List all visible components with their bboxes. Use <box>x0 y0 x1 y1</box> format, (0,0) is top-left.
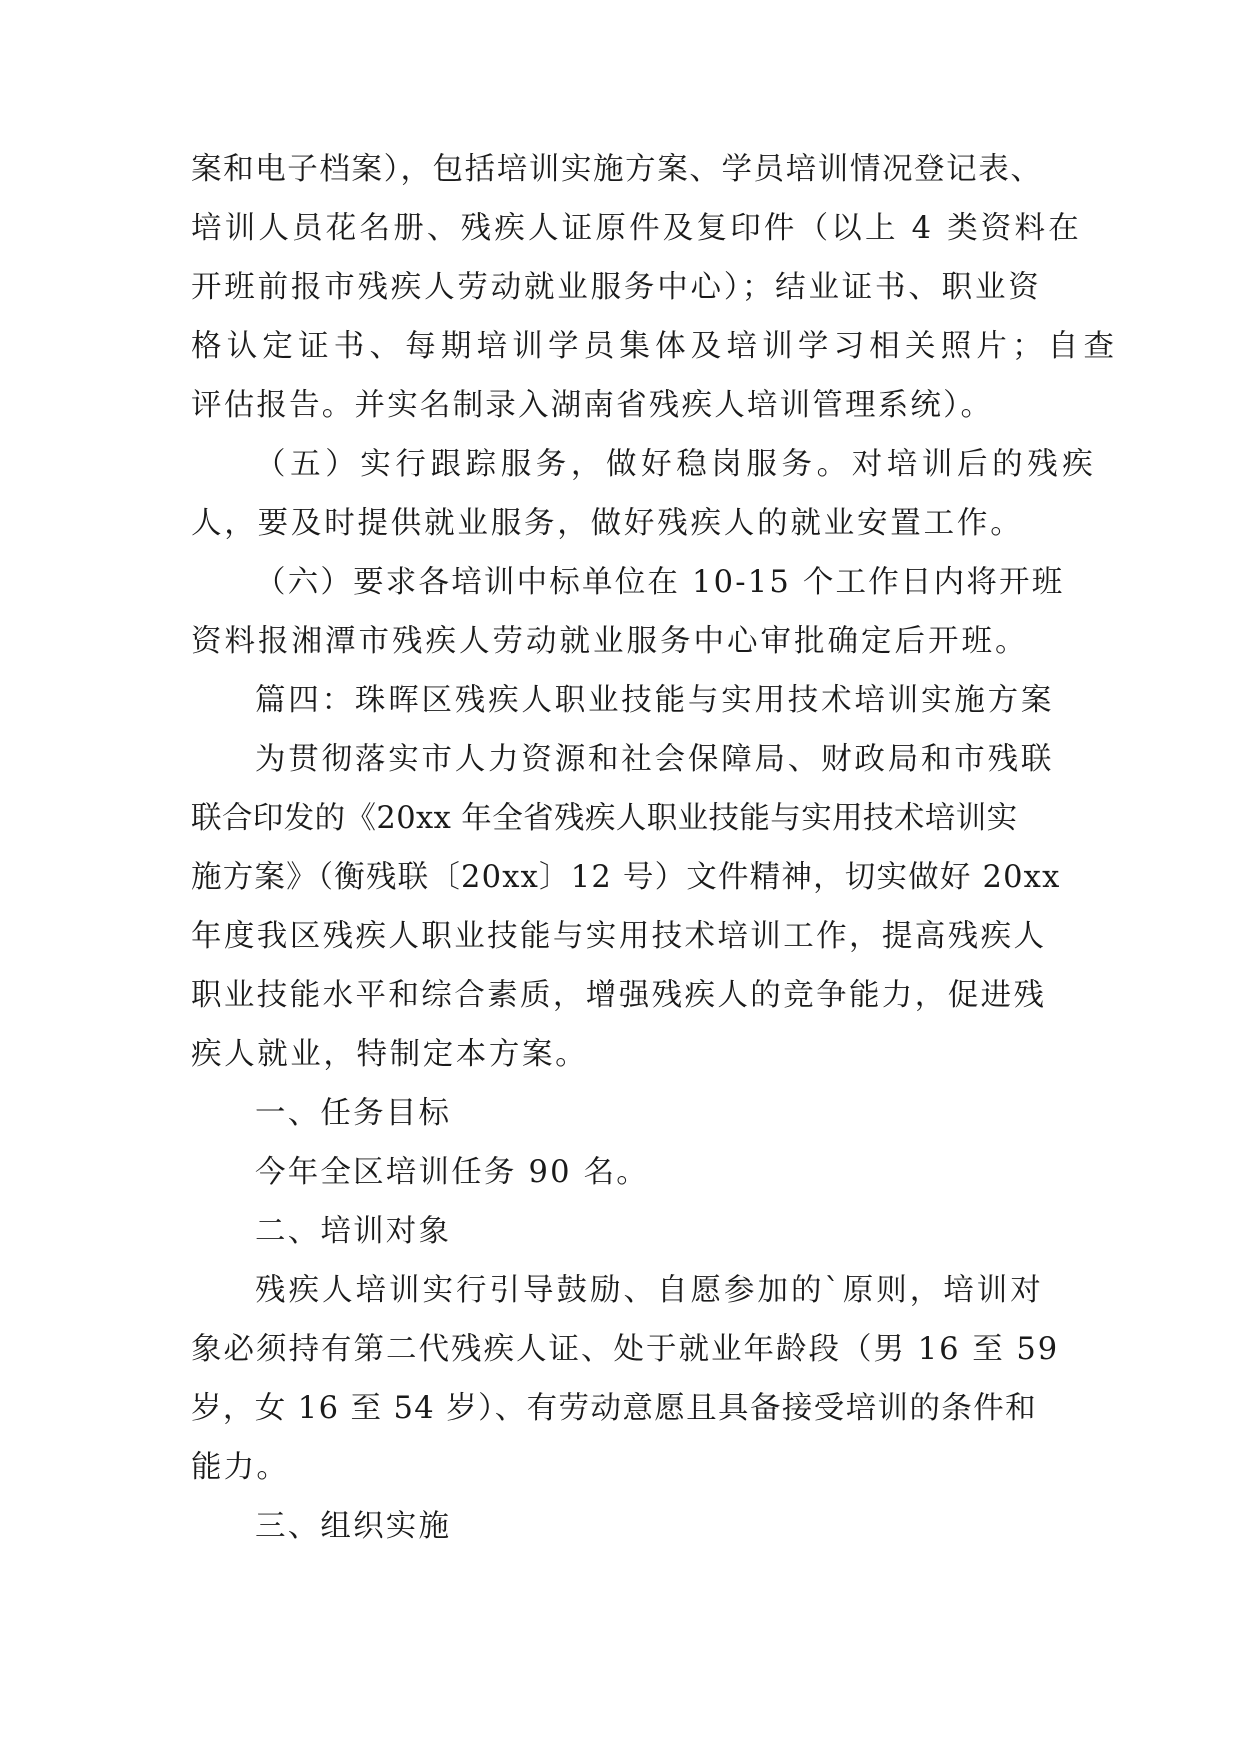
text-line: 培训人员花名册、残疾人证原件及复印件（以上 4 类资料在 <box>191 211 1082 246</box>
text-line: 年度我区残疾人职业技能与实用技术培训工作，提高残疾人 <box>191 919 1047 954</box>
text-line: （六）要求各培训中标单位在 10-15 个工作日内将开班 <box>255 565 1065 600</box>
text-line: 施方案》（衡残联〔20xx〕12 号）文件精神，切实做好 20xx <box>191 860 1061 895</box>
text-line: 为贯彻落实市人力资源和社会保障局、财政局和市残联 <box>255 742 1055 777</box>
text-line: 今年全区培训任务 90 名。 <box>255 1155 649 1190</box>
section-heading: 二、培训对象 <box>255 1214 452 1249</box>
text-line: 篇四：珠晖区残疾人职业技能与实用技术培训实施方案 <box>255 683 1055 718</box>
text-line: 评估报告。并实名制录入湖南省残疾人培训管理系统）。 <box>191 388 994 423</box>
text-line: 疾人就业，特制定本方案。 <box>191 1037 589 1072</box>
text-line: 象必须持有第二代残疾人证、处于就业年龄段（男 16 至 59 <box>191 1332 1060 1367</box>
text-line: 开班前报市残疾人劳动就业服务中心）；结业证书、职业资 <box>191 270 1042 305</box>
text-line: 残疾人培训实行引导鼓励、自愿参加的`原则，培训对 <box>255 1273 1044 1308</box>
text-line: （五）实行跟踪服务，做好稳岗服务。对培训后的残疾 <box>255 447 1098 482</box>
text-line: 职业技能水平和综合素质，增强残疾人的竞争能力，促进残 <box>191 978 1047 1013</box>
text-line: 资料报湘潭市残疾人劳动就业服务中心审批确定后开班。 <box>191 624 1029 659</box>
text-line: 格认定证书、每期培训学员集体及培训学习相关照片；自查 <box>191 329 1120 364</box>
section-heading: 三、组织实施 <box>255 1509 452 1544</box>
section-heading: 一、任务目标 <box>255 1096 452 1131</box>
text-line: 人，要及时提供就业服务，做好残疾人的就业安置工作。 <box>191 506 1024 541</box>
text-line: 岁，女 16 至 54 岁）、有劳动意愿且具备接受培训的条件和 <box>191 1391 1038 1426</box>
text-line: 联合印发的《20xx 年全省残疾人职业技能与实用技术培训实 <box>191 801 1018 836</box>
text-line: 能力。 <box>191 1450 290 1485</box>
text-line: 案和电子档案），包括培训实施方案、学员培训情况登记表、 <box>191 152 1043 187</box>
